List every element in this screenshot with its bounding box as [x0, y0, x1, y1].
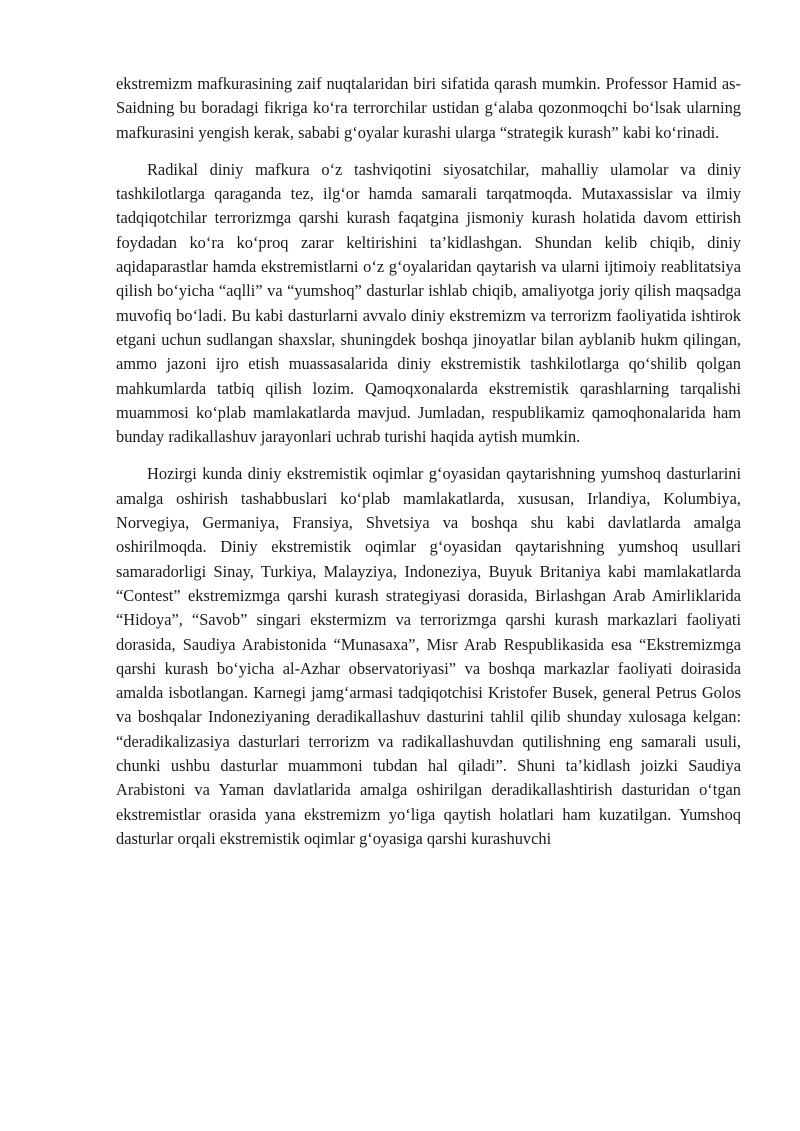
document-page	[116, 72, 741, 864]
paragraph-3: Hozirgi kunda diniy ekstremistik oqimlar g‘oyasidan qaytarishning yumshoq dasturlarini amalga oshirish tashabbuslari ko‘plab mamlakatlarda, xususan, Irlandiya, Kolumbiya, Norvegiya, Germaniya, Fransiya, Shvetsiya va boshqa shu kabi davlatlarda amalga oshirilmoqda. Diniy ekstremistik oqimlar g‘oyasidan qaytarishning yumshoq usullari samaradorligi Sinay, Turkiya, Malayziya, Indoneziya, Buyuk Britaniya kabi mamlakatlarda “Contest” ekstremizmga qarshi kurash strategiyasi dorasida, Birlashgan Arab Amirliklarida “Hidoya”, “Savob” singari ekstermizm va terrorizmga qarshi kurash markazlari faoliyati dorasida, Saudiya Arabistonida “Munasaxa”, Misr Arab Respublikasida esa “Ekstremizmga qarshi kurash bo‘yicha al-Azhar observatoriyasi” va boshqa markazlar faoliyati doirasida amalda isbotlangan. Karnegi jamg‘armasi tadqiqotchisi Kristofer Busek, general Petrus Golos va boshqalar Indoneziyaning deradikallashuv dasturini tahlil qilib shunday xulosaga kelgan: “deradikalizasiya dasturlari terrorizm va radikallashuvdan qutilishning eng samarali usuli, chunki ushbu dasturlar muammoni tubdan hal qiladi”. Shuni ta’kidlash joizki Saudiya Arabistoni va Yaman davlatlarida amalga oshirilgan deradikallashtirish dasturidan o‘tgan ekstremistlar orasida yana ekstremizm yo‘liga qaytish holatlari ham kuzatilgan. Yumshoq dasturlar orqali ekstremistik oqimlar g‘oyasiga qarshi kurashuvchi	[116, 464, 741, 848]
paragraph-1: ekstremizm mafkurasining zaif nuqtalaridan biri sifatida qarash mumkin. Professor Hamid as-Saidning bu boradagi fikriga ko‘ra terrorchilar ustidan g‘alaba qozonmoqchi bo‘lsak ularning mafkurasini yengish kerak, sababi g‘oyalar kurashi ularga “strategik kurash” kabi ko‘rinadi.	[116, 74, 741, 142]
paragraph-2: Radikal diniy mafkura o‘z tashviqotini siyosatchilar, mahalliy ulamolar va diniy tashkilotlarga qaraganda tez, ilg‘or hamda samarali tarqatmoqda. Mutaxassislar va ilmiy tadqiqotchilar terrorizmga qarshi kurash faqatgina jismoniy kurash holatida davom ettirish foydadan ko‘ra ko‘proq zarar keltirishini ta’kidlashgan. Shundan kelib chiqib, diniy aqidaparastlar hamda ekstremistlarni o‘z g‘oyalaridan qaytarish va ularni ijtimoiy reablitatsiya qilish bo‘yicha “aqlli” va “yumshoq” dasturlar ishlab chiqib, amaliyotga joriy qilish maqsadga muvofiq bo‘ladi. Bu kabi dasturlarni avvalo diniy ekstremizm va terrorizm faoliyatida ishtirok etgani uchun sudlangan shaxslar, shuningdek boshqa jinoyatlar bilan ayblanib hukm qilingan, ammo jazoni ijro etish muassasalarida diniy ekstremistik tashkilotlarga qo‘shilib qolgan mahkumlarda tatbiq qilish lozim. Qamoqxonalarda ekstremistik qarashlarning tarqalishi muammosi ko‘plab mamlakatlarda mavjud. Jumladan, respublikamiz qamoqhonalarida ham bunday radikallashuv jarayonlari uchrab turishi haqida aytish mumkin.	[116, 159, 741, 447]
